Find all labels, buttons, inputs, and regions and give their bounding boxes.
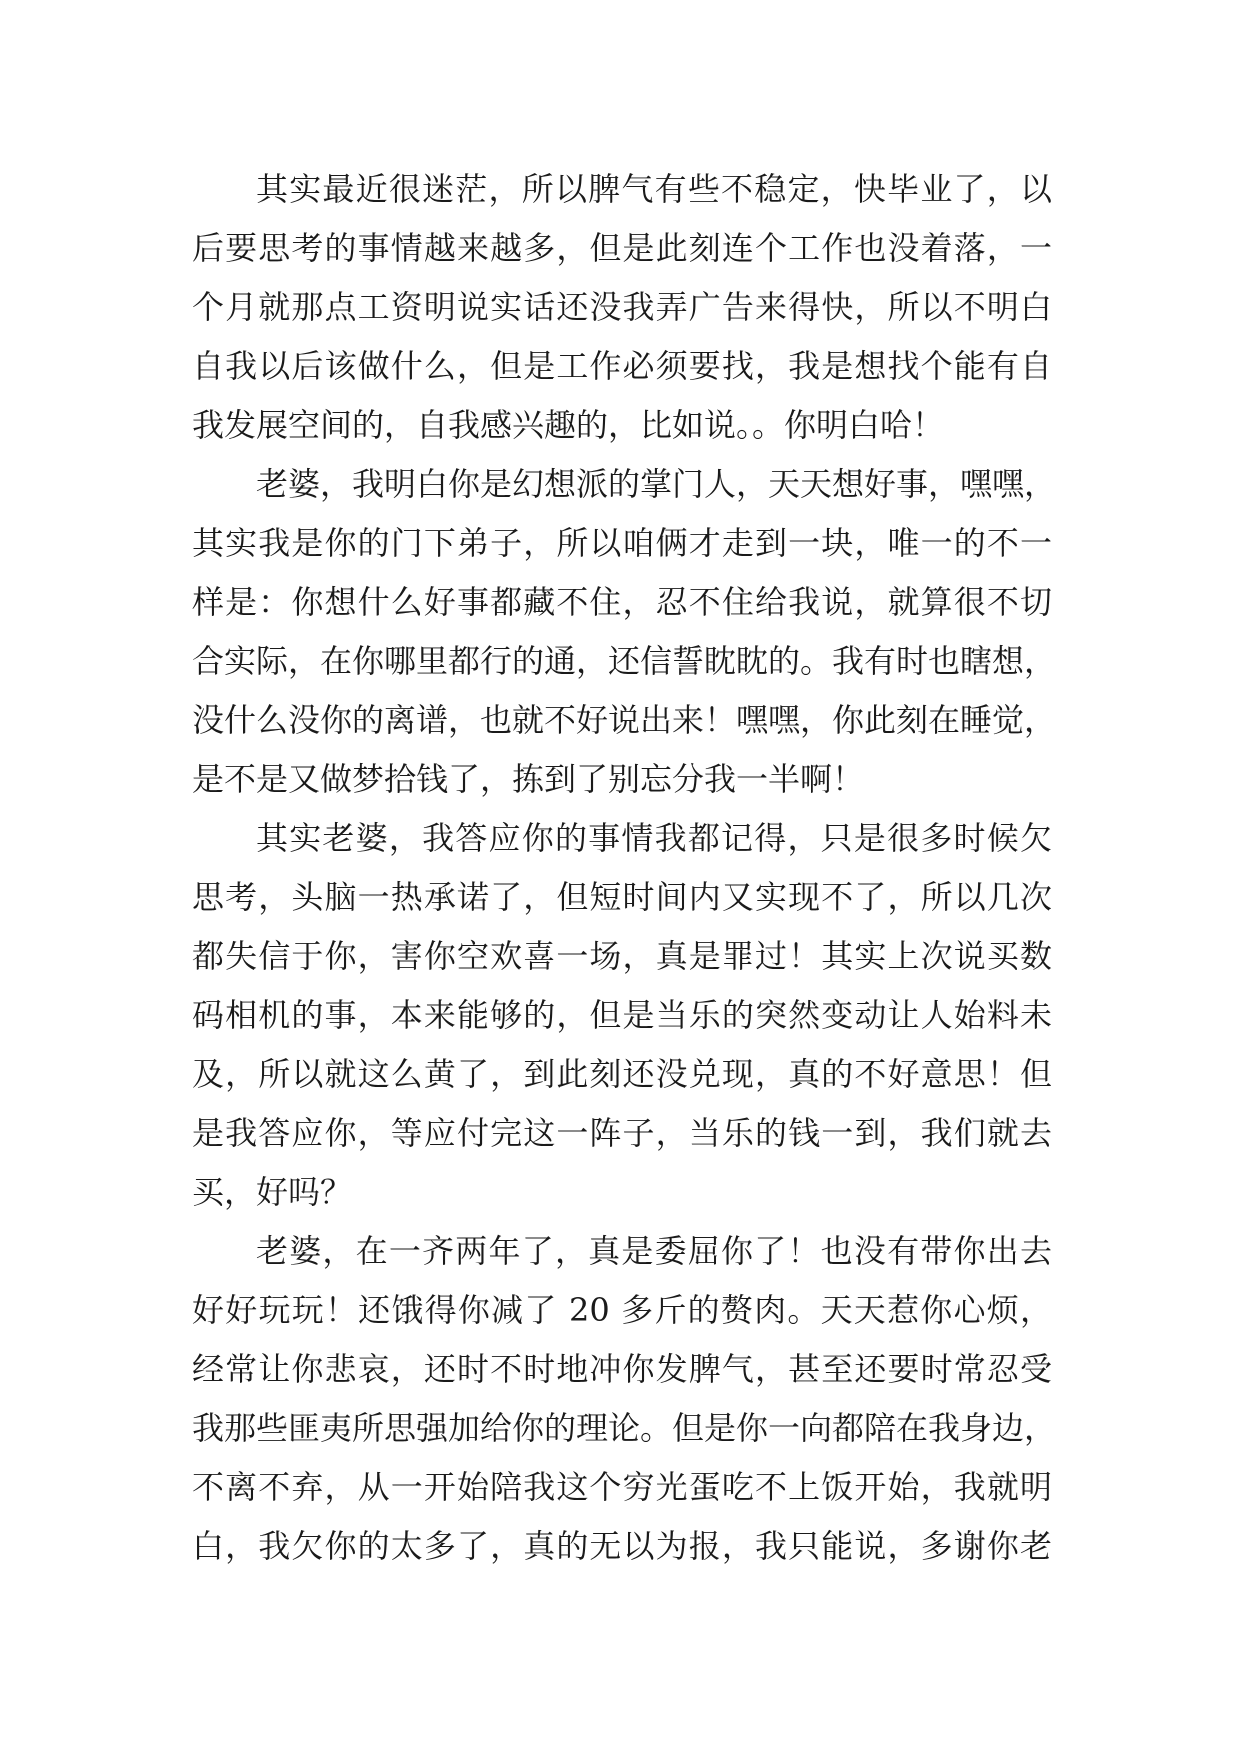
paragraph-3-line-1: 其实老婆，我答应你的事情我都记得，只是很多时候欠 <box>256 819 1052 857</box>
paragraph-2-line-6: 是不是又做梦拾钱了，拣到了别忘分我一半啊！ <box>192 760 865 798</box>
paragraph-1-line-3: 个月就那点工资明说实话还没我弄广告来得快，所以不明白 <box>192 288 1052 326</box>
paragraph-4-line-6: 白，我欠你的太多了，真的无以为报，我只能说，多谢你老 <box>192 1527 1052 1565</box>
paragraph-2-line-4: 合实际，在你哪里都行的通，还信誓眈眈的。我有时也瞎想， <box>192 642 1057 680</box>
paragraph-4-line-3: 经常让你悲哀，还时不时地冲你发脾气，甚至还要时常忍受 <box>192 1350 1052 1388</box>
paragraph-4-line-2: 好好玩玩！还饿得你减了 20 多斤的赘肉。天天惹你心烦， <box>192 1291 1052 1329</box>
paragraph-1-line-4: 自我以后该做什么，但是工作必须要找，我是想找个能有自 <box>192 347 1052 385</box>
paragraph-2-line-5: 没什么没你的离谱，也就不好说出来！嘿嘿，你此刻在睡觉， <box>192 701 1057 739</box>
paragraph-1-line-1: 其实最近很迷茫，所以脾气有些不稳定，快毕业了，以 <box>256 170 1052 208</box>
paragraph-3-line-6: 是我答应你，等应付完这一阵子，当乐的钱一到，我们就去 <box>192 1114 1052 1152</box>
paragraph-3-line-3: 都失信于你，害你空欢喜一场，真是罪过！其实上次说买数 <box>192 937 1052 975</box>
paragraph-4-line-4: 我那些匪夷所思强加给你的理论。但是你一向都陪在我身边， <box>192 1409 1057 1447</box>
paragraph-3-line-4: 码相机的事，本来能够的，但是当乐的突然变动让人始料未 <box>192 996 1052 1034</box>
paragraph-1-line-5: 我发展空间的，自我感兴趣的，比如说。。你明白哈！ <box>192 406 945 444</box>
paragraph-2-line-2: 其实我是你的门下弟子，所以咱俩才走到一块，唯一的不一 <box>192 524 1052 562</box>
paragraph-3-line-5: 及，所以就这么黄了，到此刻还没兑现，真的不好意思！但 <box>192 1055 1052 1093</box>
paragraph-4-line-5: 不离不弃，从一开始陪我这个穷光蛋吃不上饭开始，我就明 <box>192 1468 1052 1506</box>
paragraph-3-line-7: 买，好吗？ <box>192 1173 353 1211</box>
document-body <box>192 160 1057 1576</box>
paragraph-2-line-1: 老婆，我明白你是幻想派的掌门人，天天想好事，嘿嘿， <box>256 465 1057 503</box>
paragraph-2-line-3: 样是：你想什么好事都藏不住，忍不住给我说，就算很不切 <box>192 583 1052 621</box>
paragraph-3-line-2: 思考，头脑一热承诺了，但短时间内又实现不了，所以几次 <box>192 878 1052 916</box>
paragraph-1-line-2: 后要思考的事情越来越多，但是此刻连个工作也没着落，一 <box>192 229 1052 267</box>
paragraph-4-line-1: 老婆，在一齐两年了，真是委屈你了！也没有带你出去 <box>256 1232 1052 1270</box>
